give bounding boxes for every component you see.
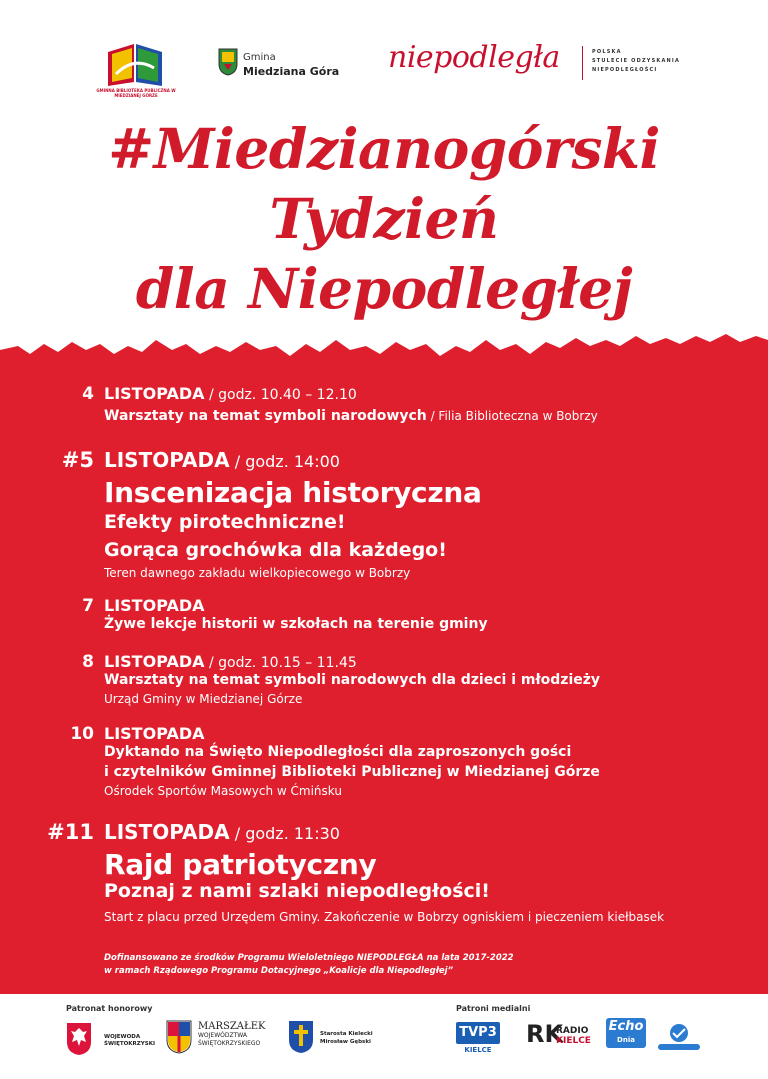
- echo-title: Echo: [608, 1019, 644, 1034]
- radio-kielce-mark: RK: [526, 1020, 564, 1048]
- event-day: #5: [61, 448, 94, 472]
- event-month: LISTOPADA: [104, 384, 205, 403]
- event-place: Urząd Gminy w Miedzianej Górze: [104, 692, 303, 706]
- event-date-line: [104, 652, 357, 671]
- title-line-1: #Miedzianogórski: [108, 116, 660, 181]
- gmina-crest-icon: [218, 48, 238, 76]
- event-activity: i czytelników Gminnej Biblioteki Publicznej w Miedzianej Górze: [104, 764, 600, 780]
- echo-dnia-logo: [606, 1018, 646, 1048]
- marszalek-line: MARSZAŁEK: [198, 1021, 266, 1032]
- starosta-line: Starosta Kielecki: [320, 1031, 373, 1037]
- tvp3-logo: TVP3: [456, 1022, 500, 1044]
- event-place: Teren dawnego zakładu wielkopiecowego w Bobrzy: [104, 566, 411, 580]
- radio-line: RADIO: [556, 1026, 589, 1036]
- event-date-line: [104, 820, 340, 844]
- event-date-line: [104, 384, 357, 403]
- county-crest-icon: [288, 1020, 314, 1054]
- event-subline: Gorąca grochówka dla każdego!: [104, 539, 447, 561]
- title-line-3: dla Niepodległej: [135, 256, 633, 321]
- niepodlegla-logo: niepodległa: [388, 40, 560, 75]
- caption-line: POLSKA: [592, 49, 622, 55]
- radio-line: KIELCE: [556, 1036, 591, 1046]
- event-place: Start z placu przed Urzędem Gminy. Zakończenie w Bobrzy ogniskiem i pieczeniem kiełbasek: [104, 910, 665, 924]
- wojewoda-line: WOJEWODA: [104, 1034, 141, 1040]
- honorary-patronage-label: Patronat honorowy: [66, 1004, 153, 1013]
- event-place: Ośrodek Sportów Masowych w Ćmińsku: [104, 784, 342, 798]
- niepodlegla-caption: [592, 48, 702, 75]
- media-portal-icon: [656, 1022, 702, 1052]
- wojewoda-name: [104, 1034, 155, 1048]
- event-activity: Warsztaty na temat symboli narodowych: [104, 408, 427, 424]
- radio-kielce-name: [556, 1026, 591, 1046]
- event-month: LISTOPADA: [104, 596, 205, 615]
- event-time: / godz. 14:00: [229, 452, 340, 471]
- event-date-line: [104, 448, 340, 472]
- event-activity: Żywe lekcje historii w szkołach na terenie gminy: [104, 616, 488, 632]
- tvp3-region: KIELCE: [464, 1046, 492, 1054]
- media-patronage-label: Patroni medialni: [456, 1004, 531, 1013]
- event-month: LISTOPADA: [104, 820, 230, 844]
- event-activity-line: [104, 408, 598, 424]
- title-line-2: Tydzień: [269, 186, 499, 251]
- wojewoda-line: ŚWIĘTOKRZYSKI: [104, 1041, 155, 1047]
- event-time: / godz. 11:30: [229, 824, 340, 843]
- gmina-name: Miedziana Góra: [243, 65, 340, 78]
- event-time: / godz. 10.40 – 12.10: [204, 387, 357, 403]
- marszalek-line: WOJEWÓDZTWA: [198, 1032, 247, 1039]
- event-day: 8: [82, 652, 94, 672]
- funding-note: [104, 952, 664, 978]
- library-logo: [104, 38, 166, 88]
- event-month: LISTOPADA: [104, 448, 230, 472]
- gmina-label: Gmina: [243, 52, 276, 63]
- echo-subtitle: Dnia: [617, 1036, 635, 1044]
- event-subline: Poznaj z nami szlaki niepodległości!: [104, 880, 490, 902]
- voivodeship-crest-icon: [166, 1020, 192, 1054]
- event-activity: Dyktando na Święto Niepodległości dla zaproszonych gości: [104, 744, 572, 760]
- event-activity: Warsztaty na temat symboli narodowych dla dzieci i młodzieży: [104, 672, 601, 688]
- book-icon: [104, 38, 166, 88]
- event-day: 7: [82, 596, 94, 616]
- caption-line: STULECIE ODZYSKANIA: [592, 58, 681, 64]
- marszalek-line: ŚWIĘTOKRZYSKIEGO: [198, 1040, 261, 1047]
- event-day: 4: [82, 384, 94, 404]
- eagle-emblem-icon: [66, 1022, 92, 1056]
- caption-line: NIEPODLEGŁOŚCI: [592, 67, 658, 73]
- logo-divider: [582, 46, 583, 80]
- starosta-name: [320, 1030, 373, 1046]
- event-month: LISTOPADA: [104, 724, 205, 743]
- funding-line: w ramach Rządowego Programu Dotacyjnego „Koalicje dla Niepodległej”: [104, 966, 454, 976]
- event-subline: Efekty pirotechniczne!: [104, 511, 346, 533]
- marszalek-name: [198, 1022, 265, 1048]
- event-place: / Filia Biblioteczna w Bobrzy: [426, 409, 598, 423]
- event-day: #11: [47, 820, 94, 844]
- library-name: GMINNA BIBLIOTEKA PUBLICZNA W MIEDZIANEJ GÓRZE: [96, 88, 176, 98]
- starosta-line: Mirosław Gębski: [320, 1039, 371, 1045]
- event-headline: Inscenizacja historyczna: [104, 476, 482, 509]
- event-time: / godz. 10.15 – 11.45: [204, 655, 357, 671]
- event-month: LISTOPADA: [104, 652, 205, 671]
- event-day: 10: [70, 724, 94, 744]
- event-headline: Rajd patriotyczny: [104, 848, 377, 881]
- funding-line: Dofinansowano ze środków Programu Wieloletniego NIEPODLEGŁA na lata 2017-2022: [104, 953, 514, 963]
